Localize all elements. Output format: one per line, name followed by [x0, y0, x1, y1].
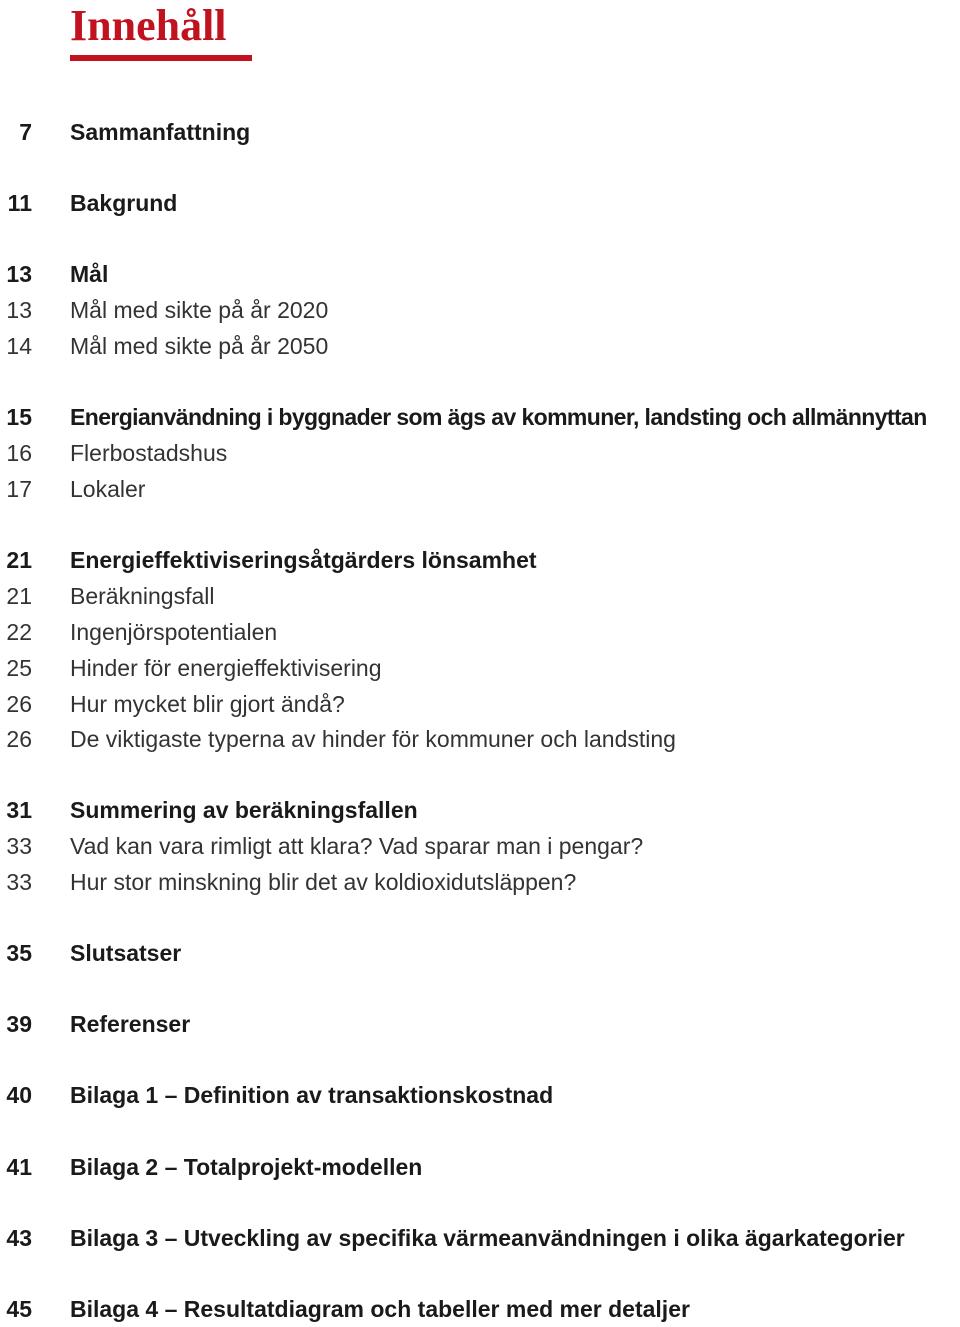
toc-row[interactable]: [0, 1006, 960, 1042]
toc-entry-title: Hur mycket blir gjort ändå?: [70, 691, 345, 717]
toc-entry-title: Energianvändning i byggnader som ägs av kommuner, landsting och allmännyttan: [70, 404, 927, 430]
toc-row[interactable]: [0, 114, 960, 150]
toc-page-number: 43: [6, 1225, 32, 1251]
toc-entry-title: Bilaga 3 – Utveckling av specifika värmeanvändningen i olika ägarkategorier: [70, 1225, 905, 1251]
toc-row[interactable]: [0, 1291, 960, 1327]
toc-entry-title: Bilaga 4 – Resultatdiagram och tabeller med mer detaljer: [70, 1296, 690, 1322]
toc-entry-title: Ingenjörspotentialen: [70, 619, 278, 645]
toc-row[interactable]: [0, 292, 960, 328]
toc-row[interactable]: [0, 721, 960, 757]
toc-page-number: 14: [6, 333, 32, 359]
toc-page-number: 26: [6, 726, 32, 752]
toc-row[interactable]: [0, 399, 960, 435]
toc-page-number: 21: [6, 547, 32, 573]
toc-entry-title: Mål med sikte på år 2020: [70, 297, 329, 323]
toc-page-number: 25: [6, 655, 32, 681]
toc-entry-title: Hinder för energieffektivisering: [70, 655, 382, 681]
toc-page-number: 17: [6, 476, 32, 502]
toc-page-number: 13: [6, 297, 32, 323]
toc-entry-title: Beräkningsfall: [70, 583, 215, 609]
toc-page-number: 35: [6, 940, 32, 966]
toc-row[interactable]: [0, 792, 960, 828]
toc-entry-title: Bilaga 1 – Definition av transaktionskostnad: [70, 1082, 554, 1108]
toc-entry-title: Hur stor minskning blir det av koldioxidutsläppen?: [70, 869, 577, 895]
toc-row[interactable]: [0, 1077, 960, 1113]
toc-entry-title: Vad kan vara rimligt att klara? Vad sparar man i pengar?: [70, 833, 644, 859]
toc-entry-title: Summering av beräkningsfallen: [70, 797, 418, 823]
toc-row[interactable]: [0, 1220, 960, 1256]
toc-page-number: 13: [6, 261, 32, 287]
toc-entry-title: De viktigaste typerna av hinder för kommuner och landsting: [70, 726, 676, 752]
toc-row[interactable]: [0, 435, 960, 471]
toc-entry-title: Referenser: [70, 1011, 191, 1037]
toc-entry-title: Bakgrund: [70, 190, 178, 216]
toc-entry-title: Mål med sikte på år 2050: [70, 333, 329, 359]
toc-page-number: 41: [6, 1154, 32, 1180]
toc-row[interactable]: [0, 471, 960, 507]
toc-row[interactable]: [0, 828, 960, 864]
toc-page-number: 45: [6, 1296, 32, 1322]
toc-page-number: 31: [6, 797, 32, 823]
page-title: Innehåll: [70, 1, 227, 50]
toc-entry-title: Sammanfattning: [70, 119, 251, 145]
toc-entry-title: Slutsatser: [70, 940, 182, 966]
toc-page-number: 39: [6, 1011, 32, 1037]
toc-page-number: 22: [6, 619, 32, 645]
toc-page-number: 33: [6, 869, 32, 895]
toc-entry-title: Lokaler: [70, 476, 146, 502]
toc-page-number: 21: [6, 583, 32, 609]
toc-page-number: 33: [6, 833, 32, 859]
toc-row[interactable]: [0, 185, 960, 221]
toc-entry-title: Flerbostadshus: [70, 440, 228, 466]
toc-row[interactable]: [0, 864, 960, 900]
toc-row[interactable]: [0, 650, 960, 686]
toc-entry-title: Energieffektiviseringsåtgärders lönsamhet: [70, 547, 537, 573]
toc-entry-title: Bilaga 2 – Totalprojekt-modellen: [70, 1154, 423, 1180]
toc-row[interactable]: [0, 542, 960, 578]
toc-page-number: 16: [6, 440, 32, 466]
title-underline: [70, 55, 252, 61]
toc-entry-title: Mål: [70, 261, 109, 287]
toc-page-number: 11: [7, 190, 32, 216]
toc-row[interactable]: [0, 686, 960, 722]
toc-row[interactable]: [0, 1149, 960, 1185]
toc-page-number: 15: [6, 404, 32, 430]
toc-row[interactable]: [0, 935, 960, 971]
toc-page-number: 26: [6, 691, 32, 717]
toc-row[interactable]: [0, 328, 960, 364]
toc-page-number: 40: [6, 1082, 32, 1108]
toc-row[interactable]: [0, 256, 960, 292]
toc-row[interactable]: [0, 614, 960, 650]
toc-page-number: 7: [19, 119, 32, 145]
toc-row[interactable]: [0, 578, 960, 614]
